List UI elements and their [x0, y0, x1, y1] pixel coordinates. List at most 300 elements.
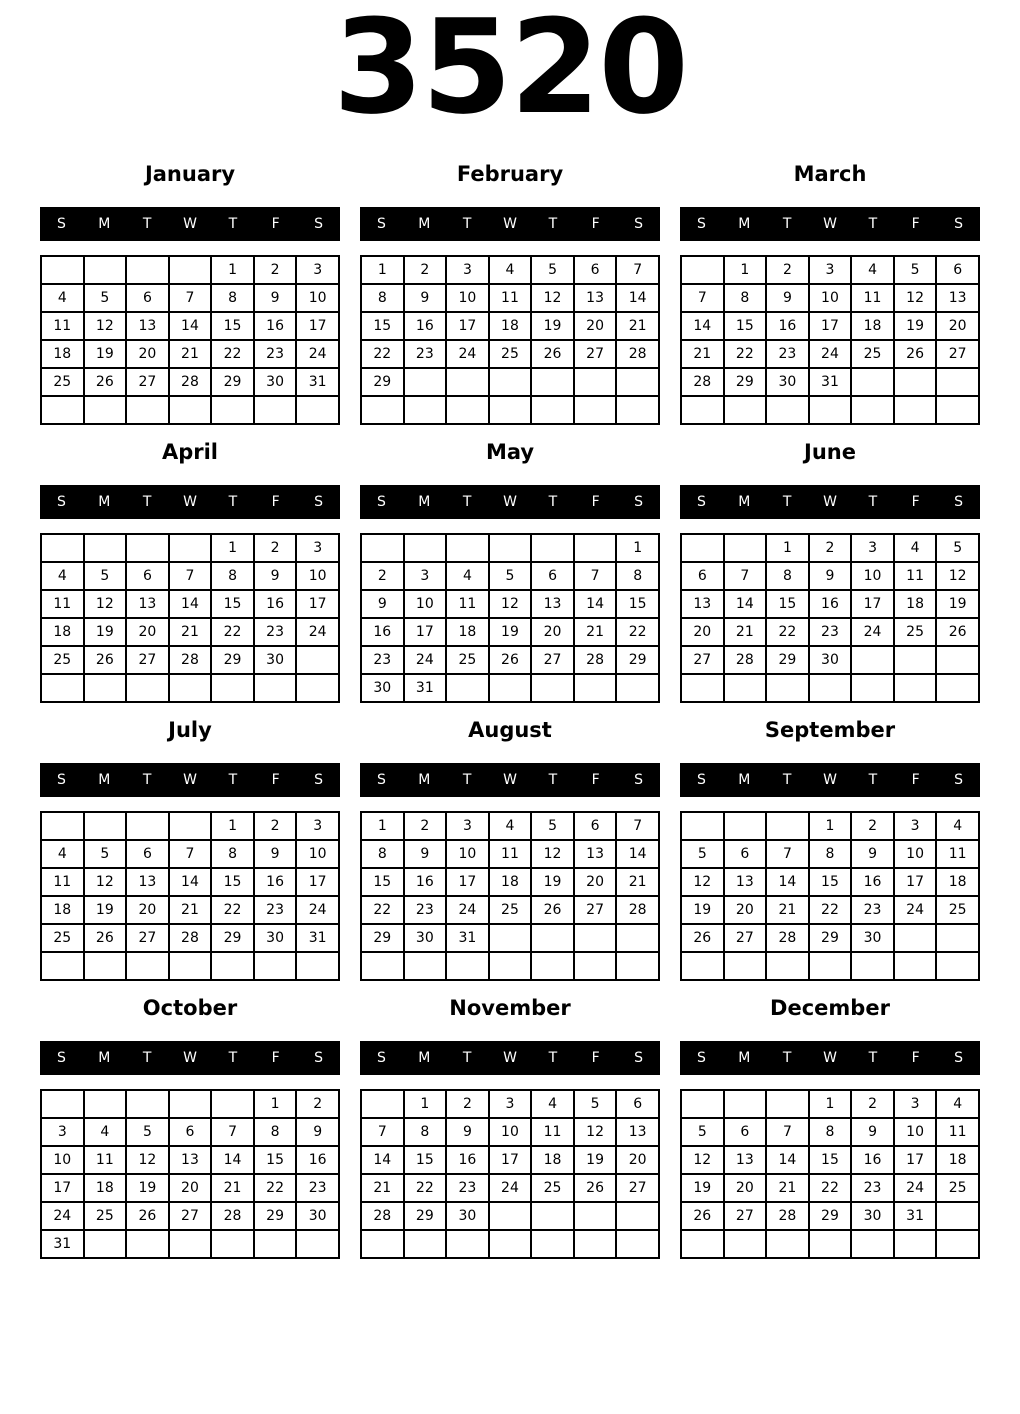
- day-cell: 1: [766, 534, 809, 562]
- empty-day-cell: [446, 396, 489, 424]
- week-row: [41, 1090, 339, 1118]
- day-cell: 19: [84, 896, 127, 924]
- week-row: [41, 952, 339, 980]
- day-cell: 16: [296, 1146, 339, 1174]
- week-row: [361, 618, 659, 646]
- day-cell: 4: [489, 812, 532, 840]
- day-cell: 4: [446, 562, 489, 590]
- day-cell: 7: [616, 256, 659, 284]
- day-cell: 24: [41, 1202, 84, 1230]
- day-cell: 27: [574, 340, 617, 368]
- week-row: [41, 812, 339, 840]
- day-cell: 22: [254, 1174, 297, 1202]
- week-row: [361, 256, 659, 284]
- day-cell: 1: [211, 812, 254, 840]
- week-row: [361, 312, 659, 340]
- day-cell: 25: [936, 1174, 979, 1202]
- month-november: [360, 989, 660, 1259]
- week-row: [681, 562, 979, 590]
- weekday-label: M: [738, 1050, 751, 1066]
- empty-day-cell: [296, 952, 339, 980]
- day-cell: 13: [936, 284, 979, 312]
- week-row: [41, 284, 339, 312]
- month-name: December: [770, 996, 890, 1020]
- day-cell: 8: [361, 840, 404, 868]
- week-row: [361, 534, 659, 562]
- week-row: [361, 952, 659, 980]
- day-cell: 21: [681, 340, 724, 368]
- day-cell: 22: [724, 340, 767, 368]
- weekday-label: T: [462, 216, 472, 232]
- empty-day-cell: [126, 1230, 169, 1258]
- day-cell: 13: [531, 590, 574, 618]
- week-row: [681, 368, 979, 396]
- day-cell: 27: [126, 646, 169, 674]
- day-cell: 17: [809, 312, 852, 340]
- weekday-label: F: [271, 494, 280, 510]
- days-table: [680, 1089, 980, 1259]
- day-cell: 30: [851, 1202, 894, 1230]
- week-row: [681, 840, 979, 868]
- day-cell: 1: [616, 534, 659, 562]
- day-cell: 23: [254, 340, 297, 368]
- days-table: [40, 1089, 340, 1259]
- weekday-label: T: [782, 216, 792, 232]
- day-cell: 29: [361, 368, 404, 396]
- day-cell: 18: [41, 896, 84, 924]
- empty-day-cell: [936, 1202, 979, 1230]
- day-cell: 7: [169, 562, 212, 590]
- day-cell: 3: [446, 812, 489, 840]
- weekday-header: [40, 485, 340, 519]
- empty-day-cell: [766, 1230, 809, 1258]
- days-table: [360, 811, 660, 981]
- day-cell: 23: [296, 1174, 339, 1202]
- day-cell: 19: [681, 896, 724, 924]
- empty-day-cell: [936, 368, 979, 396]
- day-cell: 1: [361, 812, 404, 840]
- weekday-label: S: [376, 1050, 386, 1066]
- empty-day-cell: [446, 674, 489, 702]
- weekday-label: F: [911, 1050, 920, 1066]
- day-cell: 3: [41, 1118, 84, 1146]
- day-cell: 21: [169, 896, 212, 924]
- empty-day-cell: [894, 368, 937, 396]
- empty-day-cell: [84, 812, 127, 840]
- day-cell: 30: [254, 646, 297, 674]
- weekday-label: F: [911, 772, 920, 788]
- empty-day-cell: [489, 952, 532, 980]
- weekday-label: F: [591, 494, 600, 510]
- day-cell: 27: [169, 1202, 212, 1230]
- day-cell: 2: [296, 1090, 339, 1118]
- day-cell: 19: [84, 618, 127, 646]
- day-cell: 9: [446, 1118, 489, 1146]
- day-cell: 18: [489, 868, 532, 896]
- day-cell: 14: [574, 590, 617, 618]
- empty-day-cell: [84, 674, 127, 702]
- month-august: [360, 711, 660, 981]
- day-cell: 31: [296, 924, 339, 952]
- day-cell: 15: [724, 312, 767, 340]
- empty-day-cell: [254, 674, 297, 702]
- day-cell: 3: [809, 256, 852, 284]
- empty-day-cell: [681, 256, 724, 284]
- empty-day-cell: [126, 952, 169, 980]
- weekday-label: S: [56, 1050, 66, 1066]
- day-cell: 26: [936, 618, 979, 646]
- weekday-label: W: [823, 772, 837, 788]
- day-cell: 14: [211, 1146, 254, 1174]
- day-cell: 29: [766, 646, 809, 674]
- day-cell: 29: [724, 368, 767, 396]
- month-april: [40, 433, 340, 703]
- day-cell: 5: [681, 1118, 724, 1146]
- week-row: [681, 1118, 979, 1146]
- empty-day-cell: [894, 952, 937, 980]
- day-cell: 2: [254, 256, 297, 284]
- day-cell: 11: [446, 590, 489, 618]
- week-row: [361, 396, 659, 424]
- day-cell: 24: [296, 896, 339, 924]
- day-cell: 22: [211, 618, 254, 646]
- week-row: [681, 812, 979, 840]
- day-cell: 9: [296, 1118, 339, 1146]
- empty-day-cell: [851, 368, 894, 396]
- day-cell: 25: [41, 368, 84, 396]
- empty-day-cell: [254, 1230, 297, 1258]
- day-cell: 25: [936, 896, 979, 924]
- weekday-header: [360, 485, 660, 519]
- weekday-label: W: [183, 216, 197, 232]
- day-cell: 28: [169, 368, 212, 396]
- week-row: [361, 1174, 659, 1202]
- empty-day-cell: [531, 674, 574, 702]
- day-cell: 2: [851, 812, 894, 840]
- day-cell: 16: [254, 312, 297, 340]
- empty-day-cell: [84, 952, 127, 980]
- day-cell: 13: [574, 840, 617, 868]
- empty-day-cell: [361, 534, 404, 562]
- empty-day-cell: [766, 674, 809, 702]
- day-cell: 17: [296, 868, 339, 896]
- day-cell: 16: [254, 868, 297, 896]
- empty-day-cell: [169, 1230, 212, 1258]
- day-cell: 29: [809, 924, 852, 952]
- day-cell: 17: [296, 312, 339, 340]
- day-cell: 13: [616, 1118, 659, 1146]
- week-row: [681, 340, 979, 368]
- day-cell: 6: [126, 562, 169, 590]
- week-row: [361, 340, 659, 368]
- day-cell: 30: [361, 674, 404, 702]
- day-cell: 30: [766, 368, 809, 396]
- days-table: [360, 1089, 660, 1259]
- empty-day-cell: [489, 534, 532, 562]
- day-cell: 20: [724, 1174, 767, 1202]
- empty-day-cell: [809, 1230, 852, 1258]
- day-cell: 11: [531, 1118, 574, 1146]
- weekday-label: M: [98, 772, 111, 788]
- day-cell: 12: [894, 284, 937, 312]
- day-cell: 31: [404, 674, 447, 702]
- weekday-label: S: [634, 216, 644, 232]
- day-cell: 28: [616, 896, 659, 924]
- day-cell: 19: [126, 1174, 169, 1202]
- day-cell: 16: [851, 1146, 894, 1174]
- day-cell: 19: [84, 340, 127, 368]
- empty-day-cell: [574, 924, 617, 952]
- day-cell: 2: [446, 1090, 489, 1118]
- day-cell: 17: [894, 868, 937, 896]
- day-cell: 29: [809, 1202, 852, 1230]
- empty-day-cell: [724, 674, 767, 702]
- empty-day-cell: [724, 396, 767, 424]
- day-cell: 11: [851, 284, 894, 312]
- day-cell: 24: [489, 1174, 532, 1202]
- weekday-label: S: [696, 1050, 706, 1066]
- empty-day-cell: [211, 396, 254, 424]
- weekday-label: T: [868, 772, 878, 788]
- weekday-label: S: [56, 772, 66, 788]
- empty-day-cell: [616, 674, 659, 702]
- empty-day-cell: [361, 1090, 404, 1118]
- day-cell: 24: [296, 340, 339, 368]
- day-cell: 11: [894, 562, 937, 590]
- day-cell: 24: [404, 646, 447, 674]
- weekday-label: M: [418, 1050, 431, 1066]
- day-cell: 14: [169, 868, 212, 896]
- day-cell: 5: [531, 812, 574, 840]
- day-cell: 18: [851, 312, 894, 340]
- day-cell: 30: [254, 368, 297, 396]
- weekday-label: M: [418, 494, 431, 510]
- empty-day-cell: [84, 256, 127, 284]
- day-cell: 3: [894, 1090, 937, 1118]
- day-cell: 1: [211, 256, 254, 284]
- weekday-label: S: [634, 494, 644, 510]
- day-cell: 15: [211, 590, 254, 618]
- day-cell: 23: [851, 1174, 894, 1202]
- day-cell: 20: [169, 1174, 212, 1202]
- day-cell: 6: [724, 840, 767, 868]
- day-cell: 20: [681, 618, 724, 646]
- day-cell: 18: [84, 1174, 127, 1202]
- day-cell: 24: [894, 1174, 937, 1202]
- weekday-label: T: [462, 772, 472, 788]
- day-cell: 16: [446, 1146, 489, 1174]
- day-cell: 22: [211, 896, 254, 924]
- weekday-label: M: [98, 216, 111, 232]
- day-cell: 28: [574, 646, 617, 674]
- empty-day-cell: [616, 1202, 659, 1230]
- day-cell: 20: [936, 312, 979, 340]
- empty-day-cell: [894, 674, 937, 702]
- weekday-label: T: [228, 1050, 238, 1066]
- weekday-label: F: [271, 772, 280, 788]
- empty-day-cell: [169, 534, 212, 562]
- day-cell: 4: [851, 256, 894, 284]
- day-cell: 9: [254, 562, 297, 590]
- week-row: [361, 896, 659, 924]
- day-cell: 23: [404, 340, 447, 368]
- day-cell: 10: [851, 562, 894, 590]
- day-cell: 2: [404, 812, 447, 840]
- day-cell: 13: [724, 868, 767, 896]
- day-cell: 25: [489, 896, 532, 924]
- day-cell: 24: [446, 896, 489, 924]
- day-cell: 8: [254, 1118, 297, 1146]
- weekday-label: S: [314, 494, 324, 510]
- empty-day-cell: [616, 396, 659, 424]
- weekday-header: [680, 485, 980, 519]
- day-cell: 9: [404, 284, 447, 312]
- day-cell: 13: [574, 284, 617, 312]
- day-cell: 14: [766, 868, 809, 896]
- day-cell: 10: [296, 840, 339, 868]
- week-row: [41, 1202, 339, 1230]
- day-cell: 15: [809, 1146, 852, 1174]
- day-cell: 1: [254, 1090, 297, 1118]
- day-cell: 15: [211, 312, 254, 340]
- day-cell: 13: [126, 590, 169, 618]
- empty-day-cell: [531, 396, 574, 424]
- day-cell: 15: [361, 868, 404, 896]
- weekday-label: S: [314, 1050, 324, 1066]
- day-cell: 21: [766, 1174, 809, 1202]
- weekday-label: F: [591, 1050, 600, 1066]
- weekday-label: T: [782, 494, 792, 510]
- weekday-label: S: [376, 216, 386, 232]
- day-cell: 12: [531, 284, 574, 312]
- day-cell: 14: [681, 312, 724, 340]
- day-cell: 31: [809, 368, 852, 396]
- day-cell: 21: [616, 312, 659, 340]
- empty-day-cell: [169, 812, 212, 840]
- weekday-label: T: [548, 216, 558, 232]
- empty-day-cell: [126, 396, 169, 424]
- day-cell: 4: [41, 284, 84, 312]
- empty-day-cell: [126, 534, 169, 562]
- day-cell: 6: [681, 562, 724, 590]
- weekday-label: W: [503, 216, 517, 232]
- week-row: [41, 396, 339, 424]
- day-cell: 4: [894, 534, 937, 562]
- day-cell: 25: [41, 924, 84, 952]
- empty-day-cell: [361, 952, 404, 980]
- day-cell: 16: [361, 618, 404, 646]
- day-cell: 4: [936, 812, 979, 840]
- empty-day-cell: [404, 1230, 447, 1258]
- week-row: [681, 896, 979, 924]
- weekday-label: S: [314, 216, 324, 232]
- empty-day-cell: [681, 396, 724, 424]
- day-cell: 20: [574, 868, 617, 896]
- empty-day-cell: [724, 534, 767, 562]
- weekday-header: [680, 763, 980, 797]
- weekday-label: T: [548, 494, 558, 510]
- day-cell: 13: [724, 1146, 767, 1174]
- week-row: [41, 562, 339, 590]
- empty-day-cell: [681, 812, 724, 840]
- day-cell: 7: [766, 840, 809, 868]
- day-cell: 16: [809, 590, 852, 618]
- week-row: [681, 312, 979, 340]
- weekday-label: M: [418, 216, 431, 232]
- day-cell: 22: [766, 618, 809, 646]
- day-cell: 21: [574, 618, 617, 646]
- day-cell: 15: [361, 312, 404, 340]
- weekday-label: S: [376, 772, 386, 788]
- empty-day-cell: [531, 1202, 574, 1230]
- empty-day-cell: [489, 368, 532, 396]
- week-row: [361, 284, 659, 312]
- day-cell: 11: [84, 1146, 127, 1174]
- day-cell: 1: [809, 1090, 852, 1118]
- day-cell: 27: [724, 924, 767, 952]
- day-cell: 20: [574, 312, 617, 340]
- day-cell: 29: [211, 924, 254, 952]
- empty-day-cell: [296, 396, 339, 424]
- day-cell: 16: [766, 312, 809, 340]
- day-cell: 2: [254, 812, 297, 840]
- empty-day-cell: [936, 1230, 979, 1258]
- day-cell: 26: [574, 1174, 617, 1202]
- day-cell: 10: [296, 284, 339, 312]
- empty-day-cell: [211, 1230, 254, 1258]
- day-cell: 4: [84, 1118, 127, 1146]
- day-cell: 15: [211, 868, 254, 896]
- day-cell: 23: [809, 618, 852, 646]
- empty-day-cell: [126, 812, 169, 840]
- day-cell: 14: [724, 590, 767, 618]
- weekday-header: [360, 1041, 660, 1075]
- day-cell: 12: [531, 840, 574, 868]
- empty-day-cell: [169, 674, 212, 702]
- empty-day-cell: [84, 534, 127, 562]
- empty-day-cell: [404, 952, 447, 980]
- weekday-label: W: [823, 216, 837, 232]
- weekday-label: S: [954, 1050, 964, 1066]
- day-cell: 25: [41, 646, 84, 674]
- day-cell: 16: [404, 312, 447, 340]
- empty-day-cell: [616, 368, 659, 396]
- day-cell: 7: [574, 562, 617, 590]
- day-cell: 14: [616, 840, 659, 868]
- month-name: April: [161, 440, 219, 464]
- day-cell: 10: [894, 1118, 937, 1146]
- weekday-label: W: [503, 1050, 517, 1066]
- weekday-label: F: [591, 772, 600, 788]
- day-cell: 25: [531, 1174, 574, 1202]
- week-row: [681, 1146, 979, 1174]
- weekday-label: F: [271, 216, 280, 232]
- day-cell: 13: [169, 1146, 212, 1174]
- weekday-label: S: [56, 494, 66, 510]
- empty-day-cell: [404, 368, 447, 396]
- weekday-label: W: [503, 772, 517, 788]
- month-january: [40, 155, 340, 425]
- day-cell: 19: [894, 312, 937, 340]
- day-cell: 8: [809, 840, 852, 868]
- week-row: [41, 1146, 339, 1174]
- empty-day-cell: [169, 1090, 212, 1118]
- day-cell: 8: [766, 562, 809, 590]
- day-cell: 8: [211, 840, 254, 868]
- day-cell: 9: [254, 284, 297, 312]
- week-row: [41, 534, 339, 562]
- weekday-header: [360, 763, 660, 797]
